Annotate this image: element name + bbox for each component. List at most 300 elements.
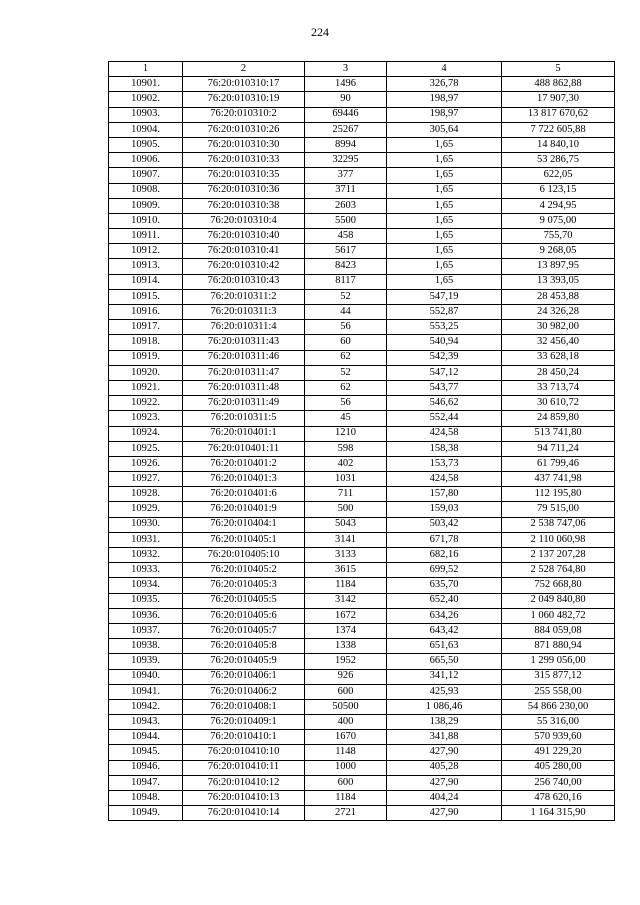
row-number-cell: 10922. xyxy=(109,396,183,411)
row-number-cell: 10938. xyxy=(109,639,183,654)
row-number-cell: 10910. xyxy=(109,213,183,228)
area-cell: 1031 xyxy=(305,472,387,487)
row-number-cell: 10911. xyxy=(109,229,183,244)
row-number-cell: 10913. xyxy=(109,259,183,274)
cadastral-value-cell: 871 880,94 xyxy=(502,639,615,654)
row-number-cell: 10937. xyxy=(109,623,183,638)
cadastral-number-cell: 76:20:010401:9 xyxy=(183,502,305,517)
table-row xyxy=(109,320,615,335)
cadastral-value-cell: 30 610,72 xyxy=(502,396,615,411)
row-number-cell: 10925. xyxy=(109,441,183,456)
specific-value-cell: 159,03 xyxy=(387,502,502,517)
cadastral-number-cell: 76:20:010311:46 xyxy=(183,350,305,365)
table-row xyxy=(109,183,615,198)
table-row xyxy=(109,107,615,122)
row-number-cell: 10904. xyxy=(109,122,183,137)
table-row xyxy=(109,608,615,623)
area-cell: 60 xyxy=(305,335,387,350)
row-number-cell: 10949. xyxy=(109,806,183,821)
area-cell: 5617 xyxy=(305,244,387,259)
table-row xyxy=(109,775,615,790)
table-row xyxy=(109,168,615,183)
cadastral-value-cell: 488 862,88 xyxy=(502,77,615,92)
table-row xyxy=(109,593,615,608)
cadastral-value-cell: 2 538 747,06 xyxy=(502,517,615,532)
specific-value-cell: 552,44 xyxy=(387,411,502,426)
area-cell: 69446 xyxy=(305,107,387,122)
specific-value-cell: 665,50 xyxy=(387,654,502,669)
column-header: 2 xyxy=(183,62,305,77)
cadastral-value-cell: 2 049 840,80 xyxy=(502,593,615,608)
cadastral-number-cell: 76:20:010405:5 xyxy=(183,593,305,608)
cadastral-number-cell: 76:20:010406:1 xyxy=(183,669,305,684)
table-row xyxy=(109,502,615,517)
row-number-cell: 10903. xyxy=(109,107,183,122)
area-cell: 45 xyxy=(305,411,387,426)
column-header: 5 xyxy=(502,62,615,77)
specific-value-cell: 198,97 xyxy=(387,107,502,122)
cadastral-value-cell: 752 668,80 xyxy=(502,578,615,593)
cadastral-number-cell: 76:20:010310:38 xyxy=(183,198,305,213)
area-cell: 1952 xyxy=(305,654,387,669)
cadastral-number-cell: 76:20:010405:3 xyxy=(183,578,305,593)
cadastral-value-cell: 1 299 056,00 xyxy=(502,654,615,669)
cadastral-value-cell: 24 326,28 xyxy=(502,305,615,320)
area-cell: 90 xyxy=(305,92,387,107)
table-row xyxy=(109,639,615,654)
row-number-cell: 10914. xyxy=(109,274,183,289)
specific-value-cell: 405,28 xyxy=(387,760,502,775)
row-number-cell: 10931. xyxy=(109,532,183,547)
area-cell: 458 xyxy=(305,229,387,244)
row-number-cell: 10901. xyxy=(109,77,183,92)
row-number-cell: 10939. xyxy=(109,654,183,669)
area-cell: 1670 xyxy=(305,730,387,745)
table-row xyxy=(109,760,615,775)
table-row xyxy=(109,654,615,669)
cadastral-number-cell: 76:20:010401:6 xyxy=(183,487,305,502)
cadastral-value-cell: 14 840,10 xyxy=(502,137,615,152)
specific-value-cell: 1,65 xyxy=(387,259,502,274)
column-header: 4 xyxy=(387,62,502,77)
area-cell: 3615 xyxy=(305,563,387,578)
cadastral-number-cell: 76:20:010404:1 xyxy=(183,517,305,532)
table-row xyxy=(109,456,615,471)
cadastral-number-cell: 76:20:010410:14 xyxy=(183,806,305,821)
cadastral-number-cell: 76:20:010310:42 xyxy=(183,259,305,274)
specific-value-cell: 635,70 xyxy=(387,578,502,593)
cadastral-value-cell: 315 877,12 xyxy=(502,669,615,684)
table-row xyxy=(109,380,615,395)
table-row xyxy=(109,77,615,92)
cadastral-value-cell: 61 799,46 xyxy=(502,456,615,471)
table-row xyxy=(109,213,615,228)
area-cell: 1184 xyxy=(305,578,387,593)
row-number-cell: 10921. xyxy=(109,380,183,395)
area-cell: 5500 xyxy=(305,213,387,228)
table-row xyxy=(109,198,615,213)
table-row xyxy=(109,229,615,244)
row-number-cell: 10930. xyxy=(109,517,183,532)
cadastral-value-cell: 405 280,00 xyxy=(502,760,615,775)
area-cell: 600 xyxy=(305,775,387,790)
cadastral-number-cell: 76:20:010311:49 xyxy=(183,396,305,411)
cadastral-value-cell: 28 450,24 xyxy=(502,365,615,380)
cadastral-number-cell: 76:20:010405:2 xyxy=(183,563,305,578)
specific-value-cell: 543,77 xyxy=(387,380,502,395)
area-cell: 62 xyxy=(305,350,387,365)
row-number-cell: 10917. xyxy=(109,320,183,335)
area-cell: 8994 xyxy=(305,137,387,152)
row-number-cell: 10906. xyxy=(109,153,183,168)
specific-value-cell: 1,65 xyxy=(387,274,502,289)
specific-value-cell: 553,25 xyxy=(387,320,502,335)
specific-value-cell: 652,40 xyxy=(387,593,502,608)
row-number-cell: 10932. xyxy=(109,548,183,563)
table-row xyxy=(109,578,615,593)
table-row xyxy=(109,305,615,320)
cadastral-value-cell: 1 164 315,90 xyxy=(502,806,615,821)
row-number-cell: 10940. xyxy=(109,669,183,684)
specific-value-cell: 1,65 xyxy=(387,213,502,228)
row-number-cell: 10929. xyxy=(109,502,183,517)
specific-value-cell: 699,52 xyxy=(387,563,502,578)
cadastral-number-cell: 76:20:010310:17 xyxy=(183,77,305,92)
row-number-cell: 10945. xyxy=(109,745,183,760)
cadastral-value-cell: 2 110 060,98 xyxy=(502,532,615,547)
cadastral-number-cell: 76:20:010401:3 xyxy=(183,472,305,487)
row-number-cell: 10948. xyxy=(109,791,183,806)
specific-value-cell: 643,42 xyxy=(387,623,502,638)
specific-value-cell: 542,39 xyxy=(387,350,502,365)
area-cell: 56 xyxy=(305,396,387,411)
cadastral-number-cell: 76:20:010405:7 xyxy=(183,623,305,638)
cadastral-number-cell: 76:20:010310:19 xyxy=(183,92,305,107)
cadastral-value-cell: 17 907,30 xyxy=(502,92,615,107)
specific-value-cell: 1,65 xyxy=(387,137,502,152)
cadastral-value-cell: 94 711,24 xyxy=(502,441,615,456)
row-number-cell: 10935. xyxy=(109,593,183,608)
cadastral-value-cell: 30 982,00 xyxy=(502,320,615,335)
area-cell: 600 xyxy=(305,684,387,699)
cadastral-value-cell: 32 456,40 xyxy=(502,335,615,350)
specific-value-cell: 1,65 xyxy=(387,153,502,168)
specific-value-cell: 424,58 xyxy=(387,426,502,441)
row-number-cell: 10928. xyxy=(109,487,183,502)
cadastral-number-cell: 76:20:010310:35 xyxy=(183,168,305,183)
table-row xyxy=(109,669,615,684)
specific-value-cell: 305,64 xyxy=(387,122,502,137)
specific-value-cell: 424,58 xyxy=(387,472,502,487)
cadastral-value-cell: 13 817 670,62 xyxy=(502,107,615,122)
cadastral-number-cell: 76:20:010310:41 xyxy=(183,244,305,259)
area-cell: 1374 xyxy=(305,623,387,638)
specific-value-cell: 547,12 xyxy=(387,365,502,380)
table-row xyxy=(109,441,615,456)
specific-value-cell: 404,24 xyxy=(387,791,502,806)
specific-value-cell: 158,38 xyxy=(387,441,502,456)
table-row xyxy=(109,623,615,638)
row-number-cell: 10927. xyxy=(109,472,183,487)
specific-value-cell: 198,97 xyxy=(387,92,502,107)
cadastral-value-cell: 513 741,80 xyxy=(502,426,615,441)
row-number-cell: 10934. xyxy=(109,578,183,593)
row-number-cell: 10920. xyxy=(109,365,183,380)
cadastral-number-cell: 76:20:010311:2 xyxy=(183,289,305,304)
table-row xyxy=(109,426,615,441)
area-cell: 377 xyxy=(305,168,387,183)
table-row xyxy=(109,335,615,350)
specific-value-cell: 427,90 xyxy=(387,806,502,821)
specific-value-cell: 341,12 xyxy=(387,669,502,684)
cadastral-number-cell: 76:20:010401:2 xyxy=(183,456,305,471)
column-header: 3 xyxy=(305,62,387,77)
row-number-cell: 10942. xyxy=(109,699,183,714)
specific-value-cell: 634,26 xyxy=(387,608,502,623)
specific-value-cell: 326,78 xyxy=(387,77,502,92)
cadastral-number-cell: 76:20:010311:47 xyxy=(183,365,305,380)
area-cell: 1672 xyxy=(305,608,387,623)
area-cell: 1184 xyxy=(305,791,387,806)
specific-value-cell: 682,16 xyxy=(387,548,502,563)
specific-value-cell: 427,90 xyxy=(387,775,502,790)
area-cell: 1148 xyxy=(305,745,387,760)
table-row xyxy=(109,122,615,137)
cadastral-number-cell: 76:20:010410:10 xyxy=(183,745,305,760)
area-cell: 52 xyxy=(305,289,387,304)
table-row xyxy=(109,350,615,365)
cadastral-value-cell: 112 195,80 xyxy=(502,487,615,502)
table-row xyxy=(109,259,615,274)
cadastral-value-cell: 6 123,15 xyxy=(502,183,615,198)
cadastral-number-cell: 76:20:010405:1 xyxy=(183,532,305,547)
area-cell: 1338 xyxy=(305,639,387,654)
cadastral-value-cell: 884 059,08 xyxy=(502,623,615,638)
cadastral-number-cell: 76:20:010311:43 xyxy=(183,335,305,350)
cadastral-number-cell: 76:20:010410:11 xyxy=(183,760,305,775)
area-cell: 2721 xyxy=(305,806,387,821)
area-cell: 3711 xyxy=(305,183,387,198)
table-row xyxy=(109,289,615,304)
row-number-cell: 10946. xyxy=(109,760,183,775)
cadastral-number-cell: 76:20:010310:36 xyxy=(183,183,305,198)
cadastral-value-cell: 491 229,20 xyxy=(502,745,615,760)
row-number-cell: 10947. xyxy=(109,775,183,790)
table-row xyxy=(109,274,615,289)
table-row xyxy=(109,730,615,745)
specific-value-cell: 427,90 xyxy=(387,745,502,760)
area-cell: 1496 xyxy=(305,77,387,92)
specific-value-cell: 1,65 xyxy=(387,183,502,198)
specific-value-cell: 503,42 xyxy=(387,517,502,532)
cadastral-value-cell: 1 060 482,72 xyxy=(502,608,615,623)
cadastral-value-cell: 755,70 xyxy=(502,229,615,244)
area-cell: 5043 xyxy=(305,517,387,532)
table-row xyxy=(109,548,615,563)
cadastral-number-cell: 76:20:010406:2 xyxy=(183,684,305,699)
cadastral-value-cell: 2 137 207,28 xyxy=(502,548,615,563)
cadastral-value-cell: 13 897,95 xyxy=(502,259,615,274)
specific-value-cell: 1,65 xyxy=(387,168,502,183)
cadastral-number-cell: 76:20:010408:1 xyxy=(183,699,305,714)
area-cell: 598 xyxy=(305,441,387,456)
specific-value-cell: 540,94 xyxy=(387,335,502,350)
specific-value-cell: 341,88 xyxy=(387,730,502,745)
area-cell: 926 xyxy=(305,669,387,684)
specific-value-cell: 547,19 xyxy=(387,289,502,304)
table-row xyxy=(109,715,615,730)
table-body xyxy=(109,77,615,821)
row-number-cell: 10926. xyxy=(109,456,183,471)
specific-value-cell: 546,62 xyxy=(387,396,502,411)
specific-value-cell: 651,63 xyxy=(387,639,502,654)
specific-value-cell: 157,80 xyxy=(387,487,502,502)
cadastral-value-cell: 255 558,00 xyxy=(502,684,615,699)
table-header-row xyxy=(109,62,615,77)
cadastral-number-cell: 76:20:010310:26 xyxy=(183,122,305,137)
area-cell: 3141 xyxy=(305,532,387,547)
cadastral-number-cell: 76:20:010310:43 xyxy=(183,274,305,289)
specific-value-cell: 1 086,46 xyxy=(387,699,502,714)
row-number-cell: 10915. xyxy=(109,289,183,304)
cadastral-number-cell: 76:20:010310:4 xyxy=(183,213,305,228)
area-cell: 3142 xyxy=(305,593,387,608)
table-row xyxy=(109,791,615,806)
cadastral-number-cell: 76:20:010310:30 xyxy=(183,137,305,152)
area-cell: 2603 xyxy=(305,198,387,213)
row-number-cell: 10912. xyxy=(109,244,183,259)
area-cell: 32295 xyxy=(305,153,387,168)
area-cell: 1210 xyxy=(305,426,387,441)
cadastral-number-cell: 76:20:010401:1 xyxy=(183,426,305,441)
cadastral-number-cell: 76:20:010310:2 xyxy=(183,107,305,122)
area-cell: 402 xyxy=(305,456,387,471)
table-row xyxy=(109,365,615,380)
area-cell: 711 xyxy=(305,487,387,502)
specific-value-cell: 1,65 xyxy=(387,198,502,213)
cadastral-value-cell: 437 741,98 xyxy=(502,472,615,487)
area-cell: 1000 xyxy=(305,760,387,775)
area-cell: 50500 xyxy=(305,699,387,714)
specific-value-cell: 1,65 xyxy=(387,229,502,244)
table-row xyxy=(109,411,615,426)
cadastral-number-cell: 76:20:010410:1 xyxy=(183,730,305,745)
cadastral-number-cell: 76:20:010409:1 xyxy=(183,715,305,730)
row-number-cell: 10924. xyxy=(109,426,183,441)
row-number-cell: 10907. xyxy=(109,168,183,183)
cadastral-number-cell: 76:20:010310:33 xyxy=(183,153,305,168)
cadastral-number-cell: 76:20:010311:3 xyxy=(183,305,305,320)
table-row xyxy=(109,745,615,760)
specific-value-cell: 1,65 xyxy=(387,244,502,259)
cadastral-value-cell: 4 294,95 xyxy=(502,198,615,213)
area-cell: 8423 xyxy=(305,259,387,274)
cadastral-value-cell: 79 515,00 xyxy=(502,502,615,517)
table-row xyxy=(109,92,615,107)
row-number-cell: 10943. xyxy=(109,715,183,730)
row-number-cell: 10933. xyxy=(109,563,183,578)
specific-value-cell: 138,29 xyxy=(387,715,502,730)
cadastral-value-cell: 24 859,80 xyxy=(502,411,615,426)
cadastral-value-table xyxy=(108,61,615,821)
table-row xyxy=(109,806,615,821)
cadastral-number-cell: 76:20:010405:9 xyxy=(183,654,305,669)
row-number-cell: 10936. xyxy=(109,608,183,623)
specific-value-cell: 552,87 xyxy=(387,305,502,320)
table-row xyxy=(109,532,615,547)
area-cell: 25267 xyxy=(305,122,387,137)
cadastral-value-cell: 9 268,05 xyxy=(502,244,615,259)
row-number-cell: 10941. xyxy=(109,684,183,699)
cadastral-value-cell: 7 722 605,88 xyxy=(502,122,615,137)
cadastral-value-cell: 54 866 230,00 xyxy=(502,699,615,714)
cadastral-value-cell: 28 453,88 xyxy=(502,289,615,304)
cadastral-number-cell: 76:20:010405:6 xyxy=(183,608,305,623)
table-row xyxy=(109,244,615,259)
cadastral-number-cell: 76:20:010311:48 xyxy=(183,380,305,395)
table-row xyxy=(109,563,615,578)
area-cell: 500 xyxy=(305,502,387,517)
specific-value-cell: 671,78 xyxy=(387,532,502,547)
table-row xyxy=(109,684,615,699)
cadastral-value-cell: 33 628,18 xyxy=(502,350,615,365)
cadastral-value-cell: 478 620,16 xyxy=(502,791,615,806)
cadastral-number-cell: 76:20:010410:13 xyxy=(183,791,305,806)
page-number: 224 xyxy=(311,25,329,39)
row-number-cell: 10909. xyxy=(109,198,183,213)
area-cell: 400 xyxy=(305,715,387,730)
table-row xyxy=(109,153,615,168)
row-number-cell: 10905. xyxy=(109,137,183,152)
cadastral-value-cell: 622,05 xyxy=(502,168,615,183)
specific-value-cell: 153,73 xyxy=(387,456,502,471)
specific-value-cell: 425,93 xyxy=(387,684,502,699)
area-cell: 62 xyxy=(305,380,387,395)
table-row xyxy=(109,487,615,502)
column-header: 1 xyxy=(109,62,183,77)
cadastral-number-cell: 76:20:010410:12 xyxy=(183,775,305,790)
cadastral-value-cell: 55 316,00 xyxy=(502,715,615,730)
table-row xyxy=(109,396,615,411)
cadastral-value-cell: 2 528 764,80 xyxy=(502,563,615,578)
cadastral-number-cell: 76:20:010311:4 xyxy=(183,320,305,335)
row-number-cell: 10919. xyxy=(109,350,183,365)
row-number-cell: 10916. xyxy=(109,305,183,320)
cadastral-number-cell: 76:20:010311:5 xyxy=(183,411,305,426)
row-number-cell: 10908. xyxy=(109,183,183,198)
cadastral-number-cell: 76:20:010405:8 xyxy=(183,639,305,654)
table-row xyxy=(109,472,615,487)
cadastral-number-cell: 76:20:010401:11 xyxy=(183,441,305,456)
cadastral-value-cell: 33 713,74 xyxy=(502,380,615,395)
area-cell: 56 xyxy=(305,320,387,335)
cadastral-value-cell: 256 740,00 xyxy=(502,775,615,790)
row-number-cell: 10944. xyxy=(109,730,183,745)
area-cell: 44 xyxy=(305,305,387,320)
table-row xyxy=(109,137,615,152)
cadastral-value-cell: 13 393,05 xyxy=(502,274,615,289)
cadastral-value-cell: 9 075,00 xyxy=(502,213,615,228)
row-number-cell: 10918. xyxy=(109,335,183,350)
area-cell: 3133 xyxy=(305,548,387,563)
table-row xyxy=(109,517,615,532)
row-number-cell: 10902. xyxy=(109,92,183,107)
area-cell: 8117 xyxy=(305,274,387,289)
table-row xyxy=(109,699,615,714)
cadastral-number-cell: 76:20:010310:40 xyxy=(183,229,305,244)
cadastral-value-cell: 53 286,75 xyxy=(502,153,615,168)
area-cell: 52 xyxy=(305,365,387,380)
